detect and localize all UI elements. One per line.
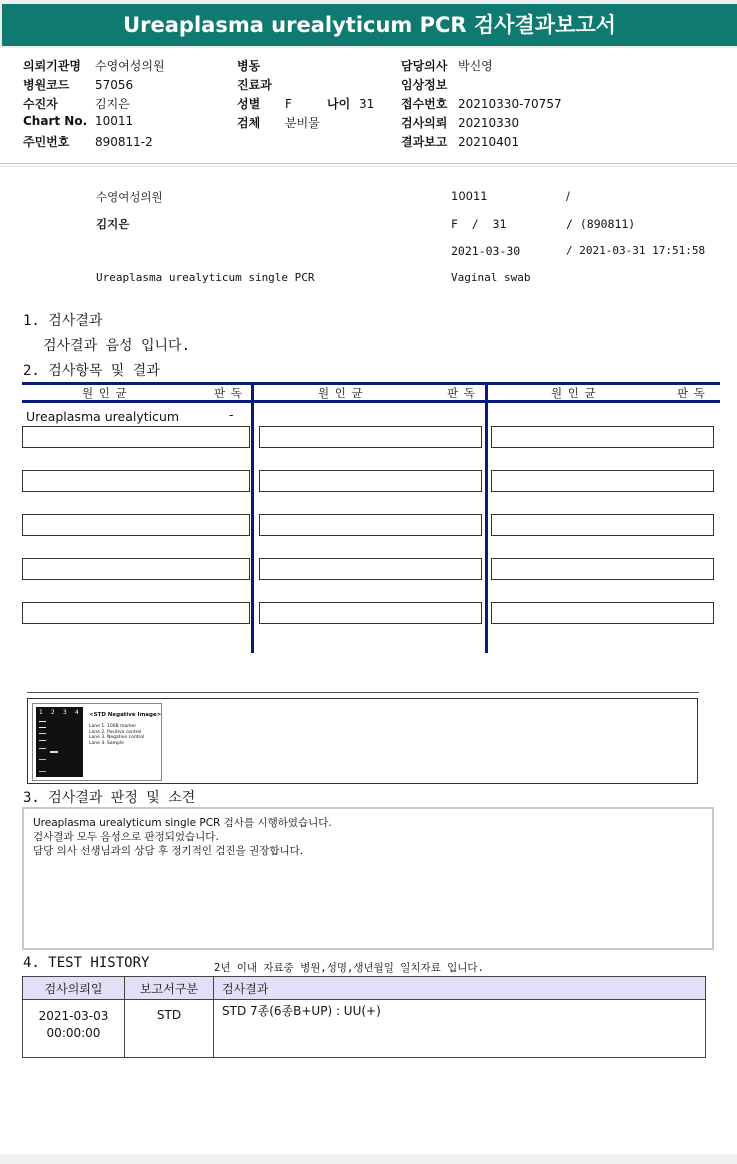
- table-row: [23, 1000, 706, 1058]
- result-empty-box: [22, 426, 250, 448]
- gel-caption-line: Lane 1. 100B marker: [89, 724, 137, 729]
- gel-band: [39, 759, 46, 760]
- header-col-2: [237, 57, 374, 133]
- result-empty-box: [259, 558, 482, 580]
- header-label: 성별: [237, 97, 261, 111]
- gel-caption-title: <STD Negative Image>: [89, 712, 162, 718]
- result-empty-box: [491, 602, 714, 624]
- info-clinic: 수영여성의원: [96, 190, 163, 204]
- history-col-type: 보고서구분: [125, 977, 214, 1000]
- gel-band: [39, 740, 46, 741]
- result-empty-box: [491, 426, 714, 448]
- gel-band: [39, 721, 46, 722]
- result-empty-box: [259, 470, 482, 492]
- lane-number: 4: [75, 709, 79, 716]
- header-value: 수영여성의원: [95, 59, 165, 73]
- lane-number: 2: [51, 709, 55, 716]
- positive-control-band: [50, 751, 58, 753]
- results-table-col-rule-1: [251, 382, 254, 653]
- gel-caption-line: Lane 4. Sample: [89, 740, 124, 746]
- col-header-judge: 판 독: [677, 386, 706, 400]
- result-organism: Ureaplasma urealyticum: [26, 409, 180, 424]
- result-empty-box: [22, 602, 250, 624]
- header-label: 병동: [237, 59, 261, 73]
- results-table-col-rule-2: [485, 382, 488, 653]
- gel-image-frame: [32, 703, 162, 781]
- opinion-line: 검사결과 모두 음성으로 판정되었습니다.: [33, 831, 219, 843]
- gel-caption-line: Lane 2. Positive control: [89, 729, 142, 735]
- gel-caption-line: Lane 3. Negative control: [89, 735, 145, 740]
- age-value: 31: [359, 97, 375, 111]
- lane-number: 3: [63, 709, 67, 716]
- header-value: 분비물: [285, 116, 320, 130]
- history-time: 00:00:00: [46, 1026, 101, 1040]
- section-4-title: 4. TEST HISTORY: [23, 955, 150, 971]
- header-col-1: [23, 57, 165, 152]
- header-value: 박신영: [458, 59, 493, 73]
- header-value: 10011: [95, 114, 134, 128]
- info-birth: / (890811): [566, 217, 636, 231]
- col-header-organism: 원 인 균: [318, 386, 364, 400]
- section-1-title: 1. 검사결과: [23, 313, 103, 329]
- history-col-date: 검사의뢰일: [23, 977, 125, 1000]
- header-label: 검체: [237, 116, 261, 130]
- image-panel: [27, 698, 698, 784]
- gel-band: [39, 771, 46, 772]
- header-value: F: [285, 97, 292, 111]
- col-header-judge: 판 독: [214, 386, 243, 400]
- result-empty-box: [259, 426, 482, 448]
- gel-band: [39, 727, 46, 728]
- result-empty-box: [22, 514, 250, 536]
- col-header-organism: 원 인 균: [82, 386, 128, 400]
- info-patient: 김지은: [96, 217, 130, 231]
- header-label: 담당의사: [401, 59, 448, 73]
- history-header-row: [23, 977, 706, 1000]
- page-footer-band: [0, 1154, 737, 1164]
- history-date: 2021-03-03: [38, 1009, 109, 1023]
- header-label: 주민번호: [23, 135, 70, 149]
- header-value: 20210401: [458, 135, 520, 149]
- result-empty-box: [491, 558, 714, 580]
- header-label: 결과보고: [401, 135, 448, 149]
- info-request-date: 2021-03-30: [451, 244, 521, 258]
- info-slash: /: [566, 189, 570, 203]
- col-header-organism: 원 인 균: [551, 386, 597, 400]
- header-label: 수진자: [23, 97, 58, 111]
- report-title-bar: [2, 4, 737, 46]
- header-divider: [0, 163, 737, 164]
- result-empty-box: [259, 514, 482, 536]
- image-panel-rule: [27, 692, 699, 693]
- header-label: 접수번호: [401, 97, 448, 111]
- history-date-cell: [23, 1000, 125, 1058]
- result-empty-box: [22, 558, 250, 580]
- header-value: 김지은: [95, 97, 130, 111]
- age-label: 나이: [327, 97, 351, 111]
- header-label: 병원코드: [23, 78, 70, 92]
- result-empty-box: [22, 470, 250, 492]
- history-type: STD: [125, 1000, 214, 1058]
- history-result: STD 7종(6종B+UP) : UU(+): [214, 1000, 706, 1058]
- header-label: 임상정보: [401, 78, 448, 92]
- gel-caption-lines: [89, 724, 144, 746]
- section-2-title: 2. 검사항목 및 결과: [23, 363, 160, 379]
- info-report-date: / 2021-03-31 17:51:58: [566, 244, 706, 257]
- history-table: [22, 976, 706, 1058]
- section-3-title: 3. 검사결과 판정 및 소견: [23, 790, 196, 806]
- report-title: Ureaplasma urealyticum PCR 검사결과보고서: [123, 13, 616, 37]
- info-chart: 10011: [451, 189, 488, 203]
- info-test-name: Ureaplasma urealyticum single PCR: [96, 271, 315, 284]
- header-label: Chart No.: [23, 114, 88, 128]
- header-value: 20210330-70757: [458, 97, 562, 111]
- gel-band: [39, 733, 46, 734]
- opinion-box: [22, 807, 714, 950]
- info-specimen: Vaginal swab: [451, 271, 531, 284]
- header-value: 890811-2: [95, 135, 153, 149]
- gel-image: [36, 707, 83, 777]
- section-1-result: 검사결과 음성 입니다.: [43, 338, 191, 354]
- gel-band: [39, 748, 46, 749]
- result-empty-box: [491, 470, 714, 492]
- header-label: 의뢰기관명: [23, 59, 81, 73]
- result-empty-box: [491, 514, 714, 536]
- header-value: 57056: [95, 78, 134, 92]
- col-header-judge: 판 독: [447, 386, 476, 400]
- lane-number: 1: [39, 709, 43, 716]
- header-divider-2: [0, 166, 737, 167]
- header-label: 검사의뢰: [401, 116, 448, 130]
- result-judgement: -: [229, 407, 234, 422]
- header-label: 진료과: [237, 78, 272, 92]
- info-sex-age: F / 31: [451, 217, 507, 231]
- header-value: 20210330: [458, 116, 520, 130]
- opinion-line: 담당 의사 선생님과의 상담 후 정기적인 검진을 권장합니다.: [33, 845, 304, 857]
- header-col-3: [401, 57, 562, 152]
- history-col-result: 검사결과: [214, 977, 706, 1000]
- result-empty-box: [259, 602, 482, 624]
- opinion-line: Ureaplasma urealyticum single PCR 검사를 시행하였습니다.: [33, 817, 332, 829]
- history-note: 2년 이내 자료중 병원,성명,생년월일 일치자료 입니다.: [214, 962, 484, 974]
